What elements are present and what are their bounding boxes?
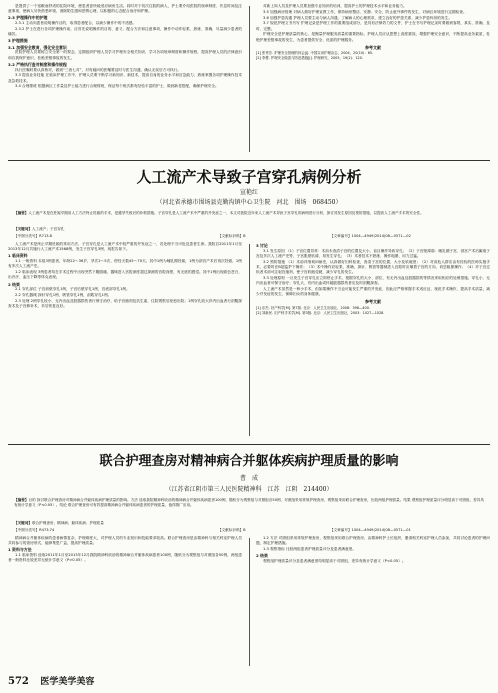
article2-left-column: [8, 536, 242, 668]
paragraph: 2.1 穿孔部位 子宫前壁穿孔1例，子宫后壁穿孔1例，宫底部穿孔1例。: [15, 287, 130, 292]
paragraph: 2.3.1 主动向患者说明操作目的，取得患者配合，以减少操作中的不适感。: [15, 21, 137, 26]
section-divider: [8, 160, 490, 161]
paragraph: 护理安全是护理质量的核心，是衡量护理服务质量的重要指标，护理人员应从思想上高度重视，增强护理安全意识，不断提高业务素质，杜绝护理差错事故的发生，为患者提供安全、优质的护理服务。: [256, 32, 490, 42]
section-heading: 2 结果: [8, 281, 20, 287]
reference-item: [2] 刘新民. 妇产科手术学[M]. 第3版. 北京：人民卫生出版社，2003：1027—1028.: [256, 310, 385, 315]
paragraph: 3.3 提高业务技能 在临床护理工作中，护理人员要不断学习新知识、新技术，提高自身的业务水平和应急能力，熟练掌握各项护理操作技术及急救技术。: [8, 73, 242, 83]
paragraph: 2.3 处理 2例穿孔较小、无内出血及脏器损伤者行保守治疗，给予宫缩剂及抗生素，住院观察后痊愈出院；1例穿孔较大伴内出血者行剖腹探查术及子宫修补术，术后恢复良好。: [8, 299, 242, 309]
paragraph: 1.2 方法 对照组采用常规护理查房，观察组采用联合护理查房，由精神科护士长组织，邀请相关科室护理人员参加，共同讨论患者的护理问题，制定护理措施。: [256, 536, 490, 546]
section-heading: 1 临床资料: [8, 253, 28, 259]
paragraph: 3.2 预防措施 （1）术前详细询问病史，认真做好妇科检查，查清子宫的位置、大小及软硬度；（2）对高危人群应由有经验的医师实施手术，必要时在B超监护下操作；（3）术中操作应轻柔、准确，探针、吸管等器械进入宫腔时应顺着子宫的方向，切忌粗暴操作；（4）对子宫过软者术前可注射宫缩剂，使子宫收缩变硬，减少穿孔的发生。: [256, 259, 490, 275]
article1-article-no: 【文章编号】1004—4949(2014)08—0571—02: [330, 234, 411, 238]
section-heading: 2.3 护理操作中的护理: [8, 15, 48, 21]
paragraph: 3.4 合理排班 根据病区工作量及护士能力进行合理排班，保证每个班次都有经验丰富的护士，做到新老搭配，确保护理安全。: [15, 84, 219, 89]
paragraph: 是提供了一个宽敞而舒适的住院环境，使患者更快地适应病房生活。同时对于初次住院的病人，护士要介绍医院的规章制度、作息时间及注意事项，使病人尽快熟悉环境，消除陌生感和恐惧心理，以积极的心态配合治疗和护理。: [8, 4, 242, 14]
paragraph: 人工流产术虽然是一种小手术，但如果操作不当也可能发生严重的并发症，因此应严格掌握手术适应证，规范手术操作，提高手术质量，减少并发症的发生，保障妇女的身体健康。: [256, 287, 490, 297]
section-heading: 2 结果: [256, 553, 268, 559]
column-divider: [249, 6, 250, 152]
article2-right-column: [256, 536, 490, 668]
reference-item: [2] 李慧. 护理安全隐患与防范措施[J]. 护理研究，2005，19(2)：120.: [256, 56, 363, 61]
article2-affiliation: （江苏省江阴市第三人民医院精神科 江苏 江阴 214400）: [165, 486, 333, 493]
paragraph: 1.1 一般资料 本组3例患者，年龄22～36岁，孕次2～5次，停经天数45～70天。其中1例为哺乳期妊娠，1例为剖宫产术后再次妊娠，1例有多次人工流产史。: [8, 259, 242, 269]
column-divider: [249, 538, 250, 666]
paragraph: 3.1 发生原因 （1）子宫位置异常：术前未查清子宫的位置及大小，盲目操作导致穿孔；（2）子宫壁薄弱：哺乳期子宫、剖宫产术后瘢痕子宫及多次人工流产史等，子宫肌壁软薄，易发生穿孔；（3）术者技术不熟练、操作粗暴，用力过猛。: [256, 248, 490, 258]
paragraph: 3.5 加强病房管理 对病人做好护理宣教工作，保持病房整洁、安静、安全，防止意外事件的发生，对病区环境进行定期检查。: [263, 9, 467, 14]
keywords-text: 联合护理查房；精神病；躯体疾病；护理质量: [31, 521, 104, 525]
paragraph: 观察组护理质量评分及患者满意度均明显高于对照组，差异有统计学意义（P<0.05）。: [263, 559, 406, 563]
paragraph: 1.1 临床资料 选取2011年1月至2013年12月我院精神科收治的精神病合并躯体疾病患者100例，随机分为观察组与对照组各50例，两组患者一般资料比较差异无统计学意义（P>0.05）。: [8, 553, 242, 563]
paragraph: 人工流产术是终止早期妊娠的常用方法，子宫穿孔是人工流产术中较严重的并发症之一，若处理不当可危及患者生命。我院自2011年1月至2013年12月共施行人工流产术1568例，发生子宫穿孔3例，现报告如下。: [8, 242, 242, 252]
article1-abstract: [14, 211, 484, 216]
article2-abstract: [14, 498, 484, 508]
section-heading: 3.2 严格执行查对制度和操作规程: [8, 61, 67, 67]
article1-right-column: [256, 242, 490, 438]
column-divider: [249, 244, 250, 436]
article1-title: 人工流产术导致子宫穿孔病例分析: [136, 168, 362, 186]
section-heading: 3 讨论: [256, 243, 268, 248]
references-heading: 参考文献: [365, 44, 381, 50]
paragraph: 对新上岗人员及护理人员要加强专业知识的培训，提高护士的护理技术水平和业务能力。: [263, 4, 407, 8]
article1-affiliation: （河北省承德市围场县克勤沟镇中心卫生院 河北 围场 068450）: [156, 199, 342, 206]
abstract-text: 目的 探讨联合护理查房对精神病合并躯体疾病护理质量的影响。方法 选取我院精神科收治的精神病合并躯体疾病患者100例，随机分为观察组与对照组各50例，对照组采用常规护理查房，观察组采用联合护理查房，比较两组护理质量。结果 观察组护理质量评分明显高于对照组，差异具有统计学意义（P<0.05）。结论 联合护理查房可有效提高精神病合并躯体疾病患者的护理质量，值得推广应用。: [14, 498, 484, 507]
paragraph: 2.2 穿孔器械 探针穿孔1例，吸管穿孔1例，刮匙穿孔1例。: [15, 293, 112, 298]
paragraph: 3.6 加强护患沟通 护理人员要主动与病人沟通，了解病人的心理需求，建立良好的护患关系，减少护患纠纷的发生。: [263, 15, 452, 20]
section-heading: 3.1 加强安全教育，强化安全意识: [8, 44, 67, 50]
article2-keywords: [14, 521, 484, 526]
article1-keywords: [14, 227, 484, 232]
article2-author: 曹 成: [239, 475, 258, 482]
section-heading: 3 护理措施: [8, 38, 28, 44]
paragraph: 1.3 观察指标 比较两组患者护理质量评分及患者满意度。: [263, 547, 357, 551]
article1-left-column: [8, 242, 242, 438]
paragraph: 医院护理人员要树立安全第一的观念，定期组织护理人员学习护理安全相关知识，学习各项规章制度和操作规程，提高护理人员的法律意识和自我保护意识，杜绝差错事故的发生。: [8, 50, 242, 60]
page-footer: [8, 674, 94, 687]
journal-page: [8, 0, 490, 693]
journal-name: 医学美学美容: [40, 677, 95, 687]
keywords-label: 【关键词】: [14, 227, 32, 231]
article2-clc: 【中图分类号】R473.74: [14, 528, 55, 532]
article1-author: 宣艳红: [239, 189, 258, 196]
article2-doc-code: 【文献标识码】B: [218, 528, 246, 532]
abstract-label: 【摘要】: [14, 211, 29, 215]
paragraph: 1.2 临床表现 3例患者均在手术过程中出现突然下腹剧痛，器械进入宫腔深度超过探测的宫腔深度，有无底的感觉。其中1例出现面色苍白、出冷汗、血压下降等休克表现。: [8, 270, 242, 280]
top-left-column: [8, 4, 242, 154]
section-heading: 1 资料与方法: [8, 547, 32, 553]
paragraph: 3.7 规范护理文书书写 护理记录是护理工作的重要组成部分，是具有法律效力的文件，护士在书写护理记录时要做到客观、真实、准确、及时、完整。: [256, 21, 490, 31]
article2-title: 联合护理查房对精神病合并躯体疾病护理质量的影响: [99, 454, 399, 469]
section-divider: [8, 444, 490, 445]
article1-clc: 【中图分类号】R713.8: [14, 234, 52, 238]
paragraph: 2.3.2 护士在进行各项护理操作前，应首先说明操作的目的、意义、配合方法和注意事项，操作中动作轻柔、熟练、准确，尽量减少患者的痛苦。: [8, 27, 242, 37]
paragraph: 精神病合并躯体疾病的患者病情复杂，护理难度大，对护理人员的专业知识和技能要求较高。联合护理查房是由精神科与相关科室护理人员共同参与的查房形式，能够集思广益，提高护理质量。: [8, 536, 242, 546]
top-right-column: [256, 4, 490, 154]
keywords-label: 【关键词】: [14, 521, 32, 525]
keywords-text: 人工流产；子宫穿孔: [31, 227, 65, 231]
abstract-text: 人工流产术是在妊娠早期用人工方法终止妊娠的手术，是避孕失败后的补救措施。子宫穿孔是人工流产术中严重的并发症之一，本文对我院近年来人工流产术导致子宫穿孔的病例进行分析，探讨其发生原因及预防措施，以提高人工流产手术的安全性。: [28, 211, 424, 215]
article1-doc-code: 【文献标识码】B: [218, 234, 246, 238]
page-number: 572: [8, 676, 29, 687]
reference-item: [1] 乐杰. 妇产科学[M]. 第7版. 北京：人民卫生出版社，2008：398—400.: [256, 305, 370, 310]
article2-article-no: 【文章编号】1004—4949(2014)08—0571—01: [330, 528, 411, 532]
paragraph: 执行医嘱时要认真核对，做到“三查七对”，对有疑问的医嘱要及时与医生沟通，确认无误后方可执行。: [15, 67, 182, 72]
paragraph: 3.3 处理原则 一旦发生子宫穿孔应立即停止手术，根据穿孔的大小、部位、有无内出血及脏器损伤等情况采取相应的处理措施。穿孔小、无内出血者可保守治疗；穿孔大、有内出血或怀疑脏器损伤者应及时剖腹探查。: [256, 276, 490, 286]
reference-item: [1] 张秀芳. 护理安全管理的体会[J]. 中国实用护理杂志，2004，20(10)：65.: [256, 51, 374, 55]
abstract-label: 【摘要】: [14, 498, 29, 502]
references-heading: 参考文献: [365, 299, 381, 305]
